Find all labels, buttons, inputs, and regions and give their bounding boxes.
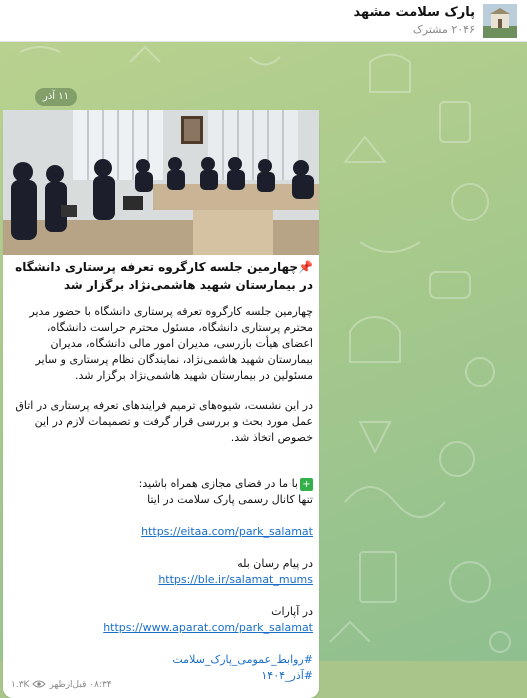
post-headline: 📌چهارمین جلسه کارگروه تعرفه پرستاری دانشگاه در بیمارستان شهید هاشمی‌نژاد برگزار شد xyxy=(15,260,313,292)
date-badge: ۱۱ آذر xyxy=(35,88,77,106)
channel-header[interactable] xyxy=(0,0,527,42)
post-text xyxy=(13,258,313,684)
view-count: ۱.۳K xyxy=(11,680,30,690)
subscriber-count: ۲۰۴۶ مشترک xyxy=(412,23,475,36)
chat-wallpaper xyxy=(0,42,527,690)
eitaa-label: تنها کانال رسمی پارک سلامت در ایتا xyxy=(147,493,313,506)
message-bubble[interactable] xyxy=(3,110,319,698)
channel-avatar[interactable] xyxy=(483,4,517,38)
aparat-label: در آپارات xyxy=(271,605,313,618)
bale-label: در پیام رسان بله xyxy=(237,557,313,570)
hashtag-public-relations[interactable]: #روابط_عمومی_پارک_سلامت xyxy=(172,653,313,666)
post-paragraph-2: در این نشست، شیوه‌های ترمیم فرایندهای تعرفه پرستاری در اتاق عمل مورد بحث و بررسی قرار گرفت و تصمیمات لازم در این خصوص اتخاذ شد. xyxy=(15,399,313,444)
plus-icon: + xyxy=(300,478,313,491)
message-meta xyxy=(11,678,112,692)
channel-title: پارک سلامت مشهد xyxy=(353,5,475,20)
follow-us-line xyxy=(13,476,313,492)
post-photo[interactable] xyxy=(3,110,319,255)
hashtag-date[interactable]: #آذر_۱۴۰۴ xyxy=(261,669,313,682)
post-paragraph-1: چهارمین جلسه کارگروه تعرفه پرستاری دانشگاه با حضور مدیر محترم پرستاری دانشگاه، مسئول محترم حراست دانشگاه، اعضای هیأت بازرسی، مدیران امور مالی دانشگاه، مدیران بیمارستان شهید هاشمی‌نژاد، نمایندگان نظام پرستاری و سایر مسئولین در بیمارستان شهید هاشمی‌نژاد برگزار شد. xyxy=(29,305,313,382)
aparat-link[interactable]: https://www.aparat.com/park_salamat xyxy=(103,621,313,634)
bale-link[interactable]: https://ble.ir/salamat_mums xyxy=(158,573,313,586)
message-time: ۰۸:۳۴ قبل‌ازظهر xyxy=(49,680,112,690)
follow-us-text: با ما در فضای مجازی همراه باشید: xyxy=(138,477,298,490)
eye-icon xyxy=(33,680,45,691)
eitaa-link[interactable]: https://eitaa.com/park_salamat xyxy=(141,525,313,538)
